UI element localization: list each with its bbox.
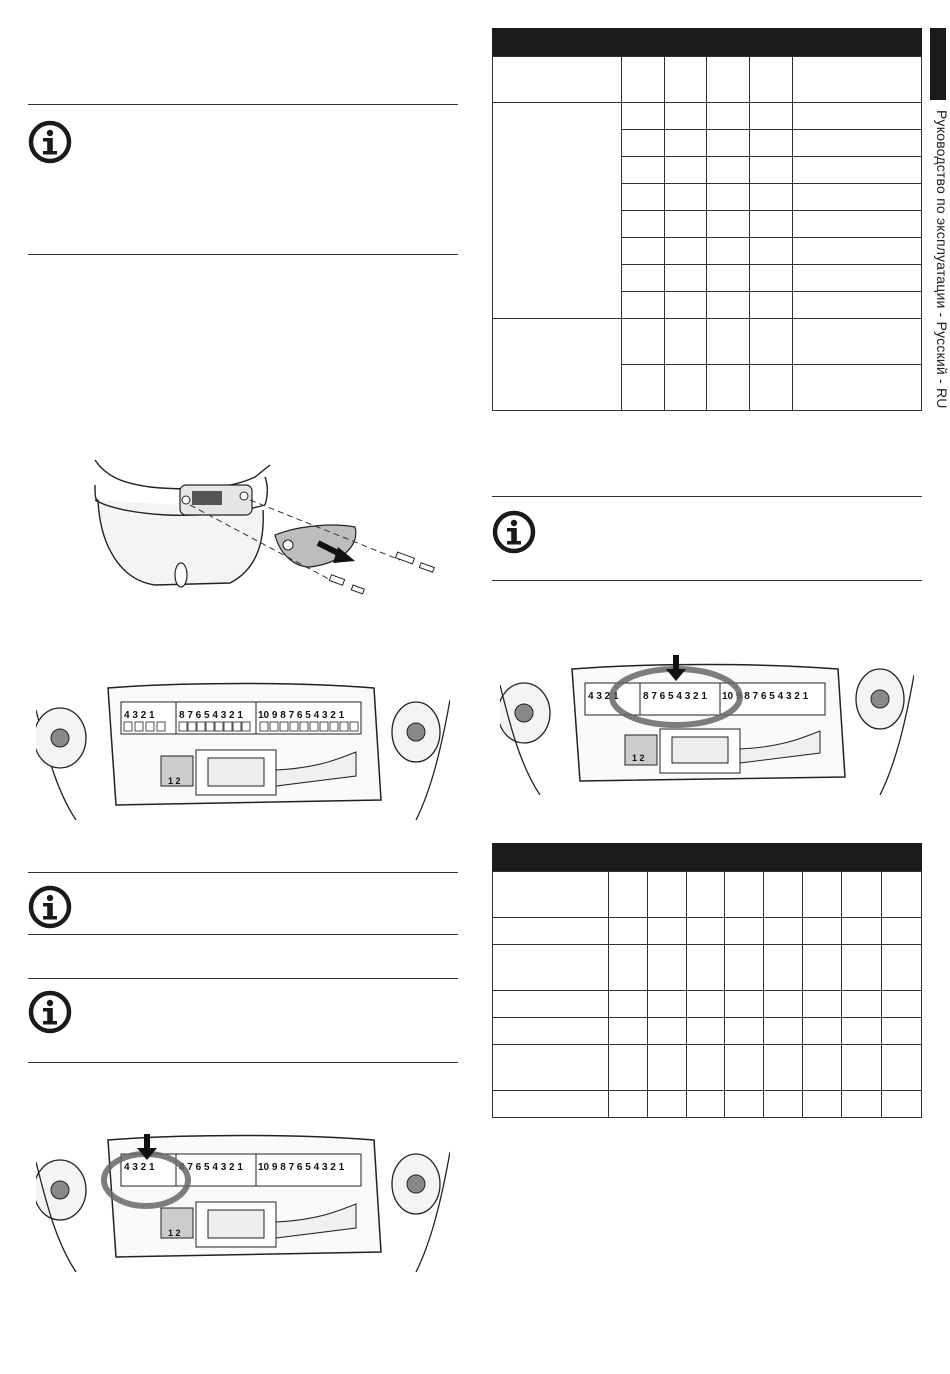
divider <box>28 978 458 979</box>
info-icon <box>28 120 72 164</box>
dip-switch-bank-b-highlight-illustration <box>500 655 914 795</box>
divider <box>28 104 458 105</box>
info-icon <box>28 885 72 929</box>
dip-bank-c-labels: 10 9 8 7 6 5 4 3 2 1 <box>258 710 345 721</box>
dip-bank-a-labels: 4 3 2 1 <box>124 1162 155 1173</box>
section-tab-marker <box>930 28 946 100</box>
dip-bank-b-labels: 8 7 6 5 4 3 2 1 <box>179 1162 243 1173</box>
cover-removal-illustration <box>80 455 450 605</box>
dip-bank-a-labels: 4 3 2 1 <box>124 710 155 721</box>
divider <box>28 254 458 255</box>
table2-header-bar <box>492 843 922 871</box>
dip-bank-c-labels: 10 9 8 7 6 5 4 3 2 1 <box>258 1162 345 1173</box>
divider <box>28 872 458 873</box>
info-icon <box>492 510 536 554</box>
divider <box>492 580 922 581</box>
side-running-title: Руководство по эксплуатации - Русский - RU <box>934 110 950 409</box>
dip-switch-board-illustration <box>36 680 450 820</box>
divider <box>28 1062 458 1063</box>
table1-header-bar <box>492 28 922 56</box>
dip-bank-b-labels: 8 7 6 5 4 3 2 1 <box>179 710 243 721</box>
dip-switch-bank-a-highlight-illustration <box>36 1132 450 1272</box>
dip-bank-c-labels: 10 9 8 7 6 5 4 3 2 1 <box>722 691 809 702</box>
small-switch-label: 1 2 <box>632 753 645 763</box>
table2 <box>492 871 922 1118</box>
divider <box>28 934 458 935</box>
small-switch-label: 1 2 <box>168 776 181 786</box>
divider <box>492 496 922 497</box>
dip-bank-a-labels: 4 3 2 1 <box>588 691 619 702</box>
table1 <box>492 56 922 411</box>
dip-bank-b-labels: 8 7 6 5 4 3 2 1 <box>643 691 707 702</box>
small-switch-label: 1 2 <box>168 1228 181 1238</box>
info-icon <box>28 990 72 1034</box>
